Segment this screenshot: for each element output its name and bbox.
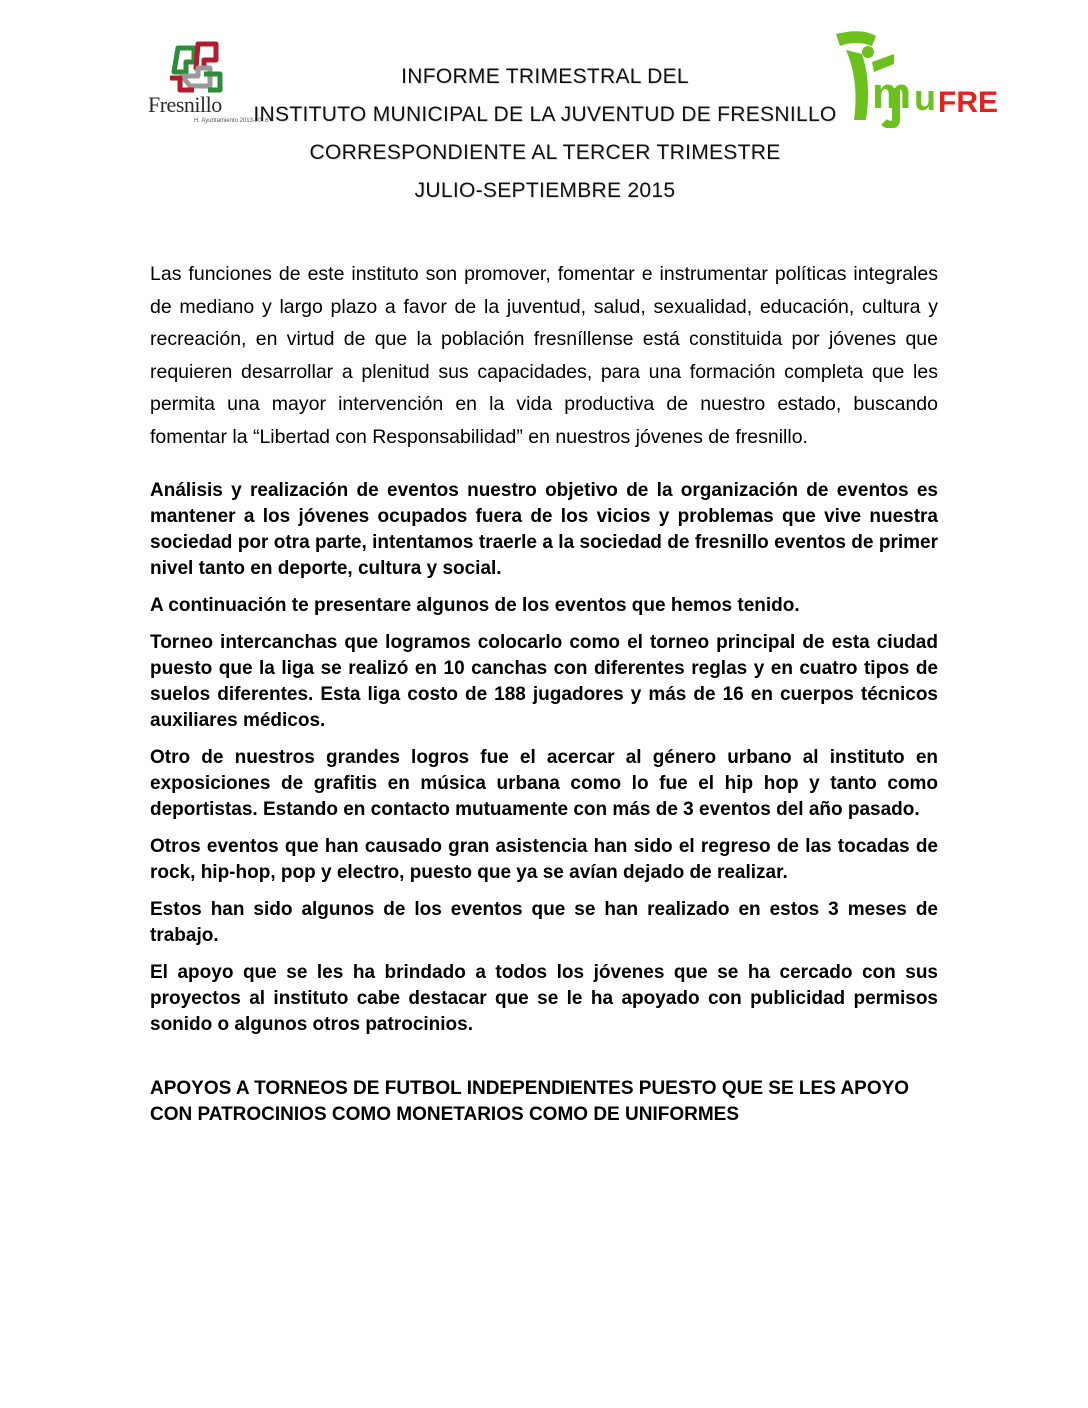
paragraph-three-months: Estos han sido algunos de los eventos que se han realizado en estos 3 meses de trabajo. [150, 899, 938, 946]
imjufre-emblem-icon [832, 28, 1002, 128]
imjufre-logo [832, 28, 1002, 128]
fresnillo-wordmark-text: Fresnillo [148, 92, 222, 117]
title-line-1: INFORME TRIMESTRAL DEL [401, 65, 689, 88]
paragraph-urban-genre: Otro de nuestros grandes logros fue el acercar al género urbano al instituto en exposiciones de grafitis en música urbana como lo fue el hip hop y tanto como deportistas. Estando en contacto mutuamente con más de 3 eventos del año pasado. [150, 747, 938, 820]
report-title [250, 58, 840, 210]
paragraph-events-intro: A continuación te presentare algunos de los eventos que hemos tenido. [150, 595, 800, 616]
report-body [150, 258, 938, 1128]
title-line-4: JULIO-SEPTIEMBRE 2015 [414, 179, 676, 202]
paragraph-support: El apoyo que se les ha brindado a todos los jóvenes que se ha cercado con sus proyectos al instituto cabe destacar que se le ha apoyado con publicidad permisos sonido o algunos otros patrocinios. [150, 962, 938, 1035]
paragraph-concerts: Otros eventos que han causado gran asistencia han sido el regreso de las tocadas de rock, hip-hop, pop y electro, puesto que ya se avían dejado de realizar. [150, 836, 938, 883]
title-line-3: CORRESPONDIENTE AL TERCER TRIMESTRE [309, 141, 781, 164]
fresnillo-wordmark [148, 92, 222, 118]
paragraph-events-analysis: Análisis y realización de eventos nuestro objetivo de la organización de eventos es mantener a los jóvenes ocupados fuera de los vicios y problemas que vive nuestra sociedad por otra parte, intentamos traerle a la sociedad de fresnillo eventos de primer nivel tanto en deporte, cultura y social. [150, 480, 938, 579]
closing-statement: APOYOS A TORNEOS DE FUTBOL INDEPENDIENTES PUESTO QUE SE LES APOYO CON PATROCINIOS COMO MONETARIOS COMO DE UNIFORMES [150, 1078, 910, 1125]
paragraph-intercanchas: Torneo intercanchas que logramos colocarlo como el torneo principal de esta ciudad puesto que la liga se realizó en 10 canchas con diferentes reglas y en cuatro tipos de suelos diferentes. Esta liga costo de 188 jugadores y más de 16 en cuerpos técnicos auxiliares médicos. [150, 632, 938, 731]
svg-text:m: m [872, 69, 912, 118]
svg-text:FRE: FRE [938, 86, 998, 119]
svg-text:u: u [914, 77, 936, 118]
fresnillo-emblem-icon [164, 40, 228, 96]
fresnillo-tagline: H. Ayuntamiento 2013-2016 [194, 118, 269, 124]
title-line-2: INSTITUTO MUNICIPAL DE LA JUVENTUD DE FRESNILLO [253, 103, 837, 126]
fresnillo-logo [144, 40, 269, 124]
intro-paragraph: Las funciones de este instituto son promover, fomentar e instrumentar políticas integrales de mediano y largo plazo a favor de la juventud, salud, sexualidad, educación, cultura y recreación, en virtud de que la población fresníllense está constituida por jóvenes que requieren desarrollar a plenitud sus capacidades, para una formación completa que les permita una mayor intervención en la vida productiva de nuestro estado, buscando fomentar la “Libertad con Responsabilidad” en nuestros jóvenes de fresnillo. [150, 263, 938, 448]
